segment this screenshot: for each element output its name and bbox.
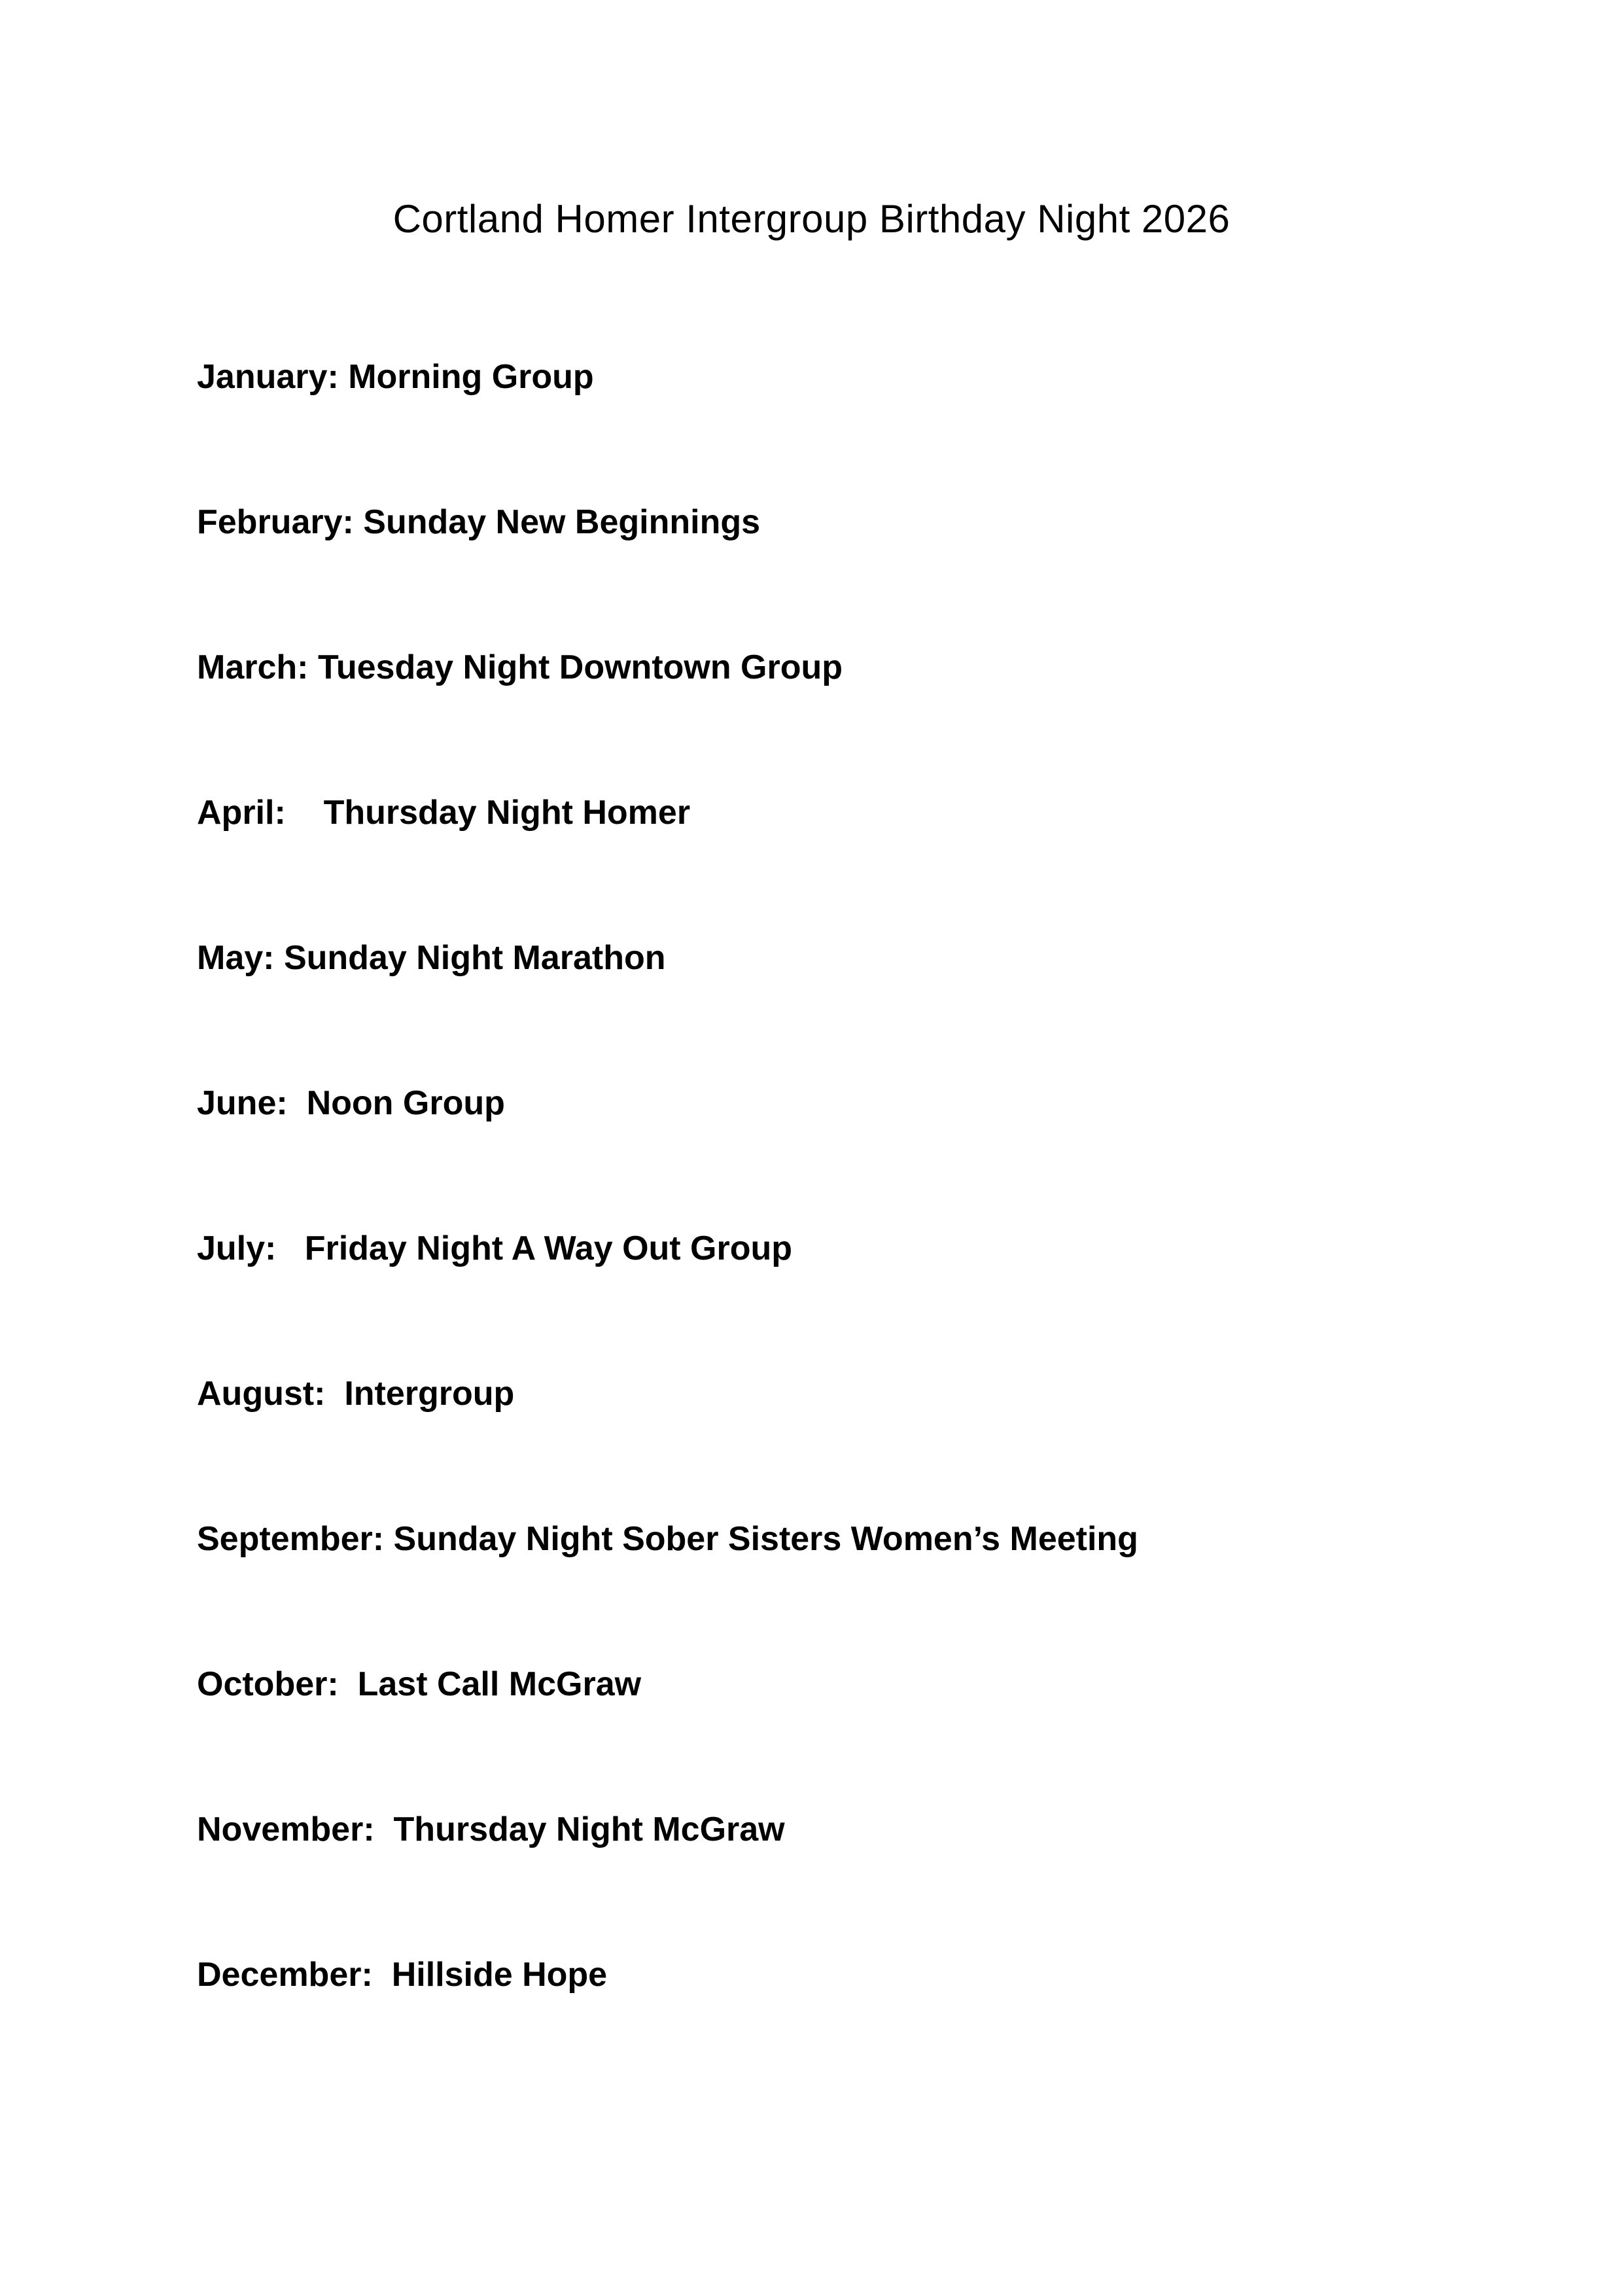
month-label: July: xyxy=(197,1229,277,1267)
schedule-entry-july xyxy=(197,1225,1505,1370)
group-name: Friday Night A Way Out Group xyxy=(304,1229,793,1267)
schedule-entry-october xyxy=(197,1661,1505,1806)
group-name: Sunday Night Marathon xyxy=(283,939,666,977)
schedule-entry-december xyxy=(197,1951,1505,2096)
schedule-entry-november xyxy=(197,1806,1505,1951)
group-name: Tuesday Night Downtown Group xyxy=(317,648,843,686)
month-label: November: xyxy=(197,1810,375,1848)
month-label: February: xyxy=(197,503,354,541)
group-name: Sunday New Beginnings xyxy=(363,503,761,541)
group-name: Hillside Hope xyxy=(391,1956,608,1994)
group-name: Thursday Night Homer xyxy=(323,794,691,832)
month-label: January: xyxy=(197,358,339,396)
group-name: Morning Group xyxy=(348,358,594,396)
schedule-entry-january xyxy=(197,353,1505,499)
schedule-entry-september xyxy=(197,1515,1505,1661)
month-label: March: xyxy=(197,648,309,686)
month-label: June: xyxy=(197,1084,288,1122)
schedule-entry-june xyxy=(197,1080,1505,1225)
schedule-entry-march xyxy=(197,644,1505,789)
schedule-entry-april xyxy=(197,789,1505,934)
month-label: October: xyxy=(197,1665,339,1703)
group-name: Noon Group xyxy=(306,1084,505,1122)
schedule-entry-february xyxy=(197,499,1505,644)
group-name: Intergroup xyxy=(344,1375,515,1413)
group-name: Thursday Night McGraw xyxy=(393,1810,785,1848)
month-label: August: xyxy=(197,1375,326,1413)
group-name: Sunday Night Sober Sisters Women’s Meeting xyxy=(393,1520,1138,1558)
schedule-entry-august xyxy=(197,1370,1505,1515)
schedule-entry-may xyxy=(197,934,1505,1080)
page-title: Cortland Homer Intergroup Birthday Night 2026 xyxy=(393,197,1230,241)
group-name: Last Call McGraw xyxy=(357,1665,642,1703)
birthday-night-schedule xyxy=(197,353,1505,2096)
month-label: May: xyxy=(197,939,275,977)
month-label: September: xyxy=(197,1520,385,1558)
month-label: December: xyxy=(197,1956,373,1994)
month-label: April: xyxy=(197,794,286,832)
